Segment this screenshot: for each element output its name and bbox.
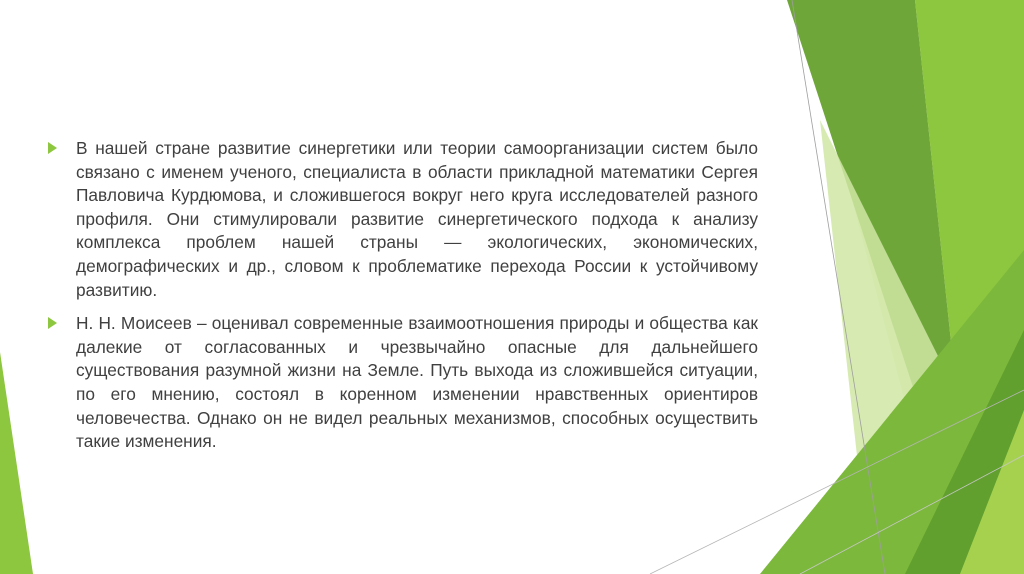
left-green-sliver [0,352,33,574]
triangle-bullet-icon [48,142,57,154]
slide-content [48,137,758,464]
bullet-item-2 [48,312,758,454]
bullet-text-2: Н. Н. Моисеев – оценивал современные взаимоотношения природы и общества как далекие от согласованных и чрезвычайно опасные для дальнейшего существования разумной жизни на Земле. Путь выхода из сложившейся ситуации, по его мнению, состоял в коренном изменении нравственных ориентиров человечества. Однако он не видел реальных механизмов, способных осуществить такие изменения. [76,313,758,452]
bullet-text-1: В нашей стране развитие синергетики или теории самоорганизации систем было связано с именем ученого, специалиста в области прикладной математики Сергея Павловича Курдюмова, и сложившегося вокруг него круга исследователей разного профиля. Они стимулировали развитие синергетического подхода к анализу комплекса проблем нашей страны — экологических, экономических, демографических и др., словом к проблематике перехода России к устойчивому развитию. [76,138,758,300]
triangle-bullet-icon [48,317,57,329]
bullet-item-1 [48,137,758,302]
